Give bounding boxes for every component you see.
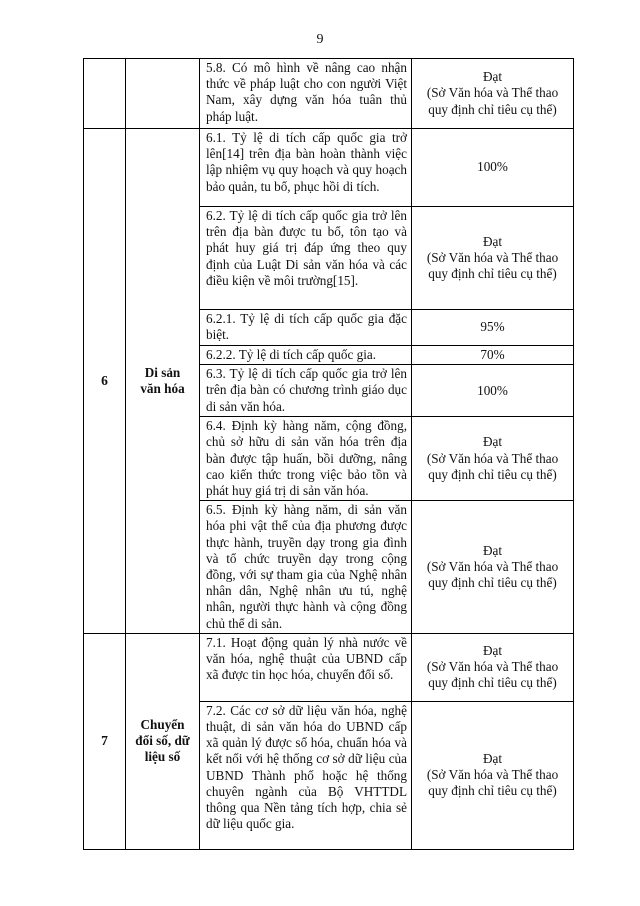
result-line: Đạt	[482, 542, 503, 558]
group-title-line: văn hóa	[140, 380, 185, 396]
result-line: Đạt	[482, 643, 503, 659]
criterion-cell: 6.3. Tỷ lệ di tích cấp quốc gia trở lên trên địa bàn có chương trình giáo dục di sản văn hóa.	[200, 365, 412, 417]
result-line: 70%	[480, 347, 505, 362]
result-cell	[412, 633, 574, 701]
group-title-cell	[126, 59, 200, 129]
group-title-line: liệu số	[144, 749, 181, 765]
table-row	[84, 129, 574, 207]
result-line: quy định chỉ tiêu cụ thể)	[428, 101, 557, 117]
result-line: quy định chỉ tiêu cụ thể)	[428, 266, 557, 282]
result-cell	[412, 129, 574, 207]
result-cell	[412, 417, 574, 501]
group-title	[126, 633, 200, 849]
criterion-cell: 5.8. Có mô hình về nâng cao nhận thức về pháp luật cho con người Việt Nam, xây dựng văn hóa tuân thủ pháp luật.	[200, 59, 412, 129]
result-cell	[412, 501, 574, 634]
result-line: Đạt	[482, 751, 503, 767]
group-title-line: Chuyển	[140, 717, 185, 733]
group-number: 7	[84, 633, 126, 849]
result-cell	[412, 346, 574, 365]
result-line: quy định chỉ tiêu cụ thể)	[428, 783, 557, 799]
group-title-line: Di sản	[144, 364, 181, 380]
criterion-cell: 7.1. Hoạt động quản lý nhà nước về văn hóa, nghệ thuật của UBND cấp xã được tin học hóa, chuyển đổi số.	[200, 633, 412, 701]
result-line: quy định chỉ tiêu cụ thể)	[428, 466, 557, 482]
table-row	[84, 59, 574, 129]
criterion-cell: 6.2.2. Tỷ lệ di tích cấp quốc gia.	[200, 346, 412, 365]
criterion-cell: 6.5. Định kỳ hàng năm, di sản văn hóa phi vật thể của địa phương được thực hành, truyền dạy trong gia đình và tổ chức truyền dạy trong cộng đồng, với sự tham gia của Nghệ nhân nhân dân, Nghệ nhân ưu tú, nghệ nhân, người thực hành và cộng đồng chủ thể di sản.	[200, 501, 412, 634]
result-line: quy định chỉ tiêu cụ thể)	[428, 575, 557, 591]
result-cell	[412, 701, 574, 849]
result-line: quy định chỉ tiêu cụ thể)	[428, 675, 557, 691]
result-cell	[412, 365, 574, 417]
result-cell	[412, 59, 574, 129]
result-line: 100%	[477, 382, 508, 398]
group-number: 6	[84, 129, 126, 634]
criterion-cell: 6.2. Tỷ lệ di tích cấp quốc gia trở lên trên địa bàn được tu bổ, tôn tạo và phát huy giá trị đáp ứng theo quy định của Luật Di sản văn hóa và các điều kiện về môi trường[15].	[200, 207, 412, 310]
result-line: (Sở Văn hóa và Thể thao	[426, 659, 559, 675]
result-line: (Sở Văn hóa và Thể thao	[426, 450, 559, 466]
group-title-line: đổi số, dữ	[135, 733, 190, 749]
result-line: (Sở Văn hóa và Thể thao	[426, 767, 559, 783]
result-line: (Sở Văn hóa và Thể thao	[426, 249, 559, 265]
result-line: (Sở Văn hóa và Thể thao	[426, 558, 559, 574]
result-cell	[412, 207, 574, 310]
criterion-cell: 6.2.1. Tỷ lệ di tích cấp quốc gia đặc biệt.	[200, 310, 412, 346]
criterion-cell: 7.2. Các cơ sở dữ liệu văn hóa, nghệ thuật, di sản văn hóa do UBND cấp xã quản lý được số hóa, chuẩn hóa và kết nối với hệ thống cơ sở dữ liệu của UBND Thành phố hoặc hệ thống chuyên ngành của Bộ VHTTDL thông qua Nền tảng tích hợp, chia sẻ dữ liệu quốc gia.	[200, 701, 412, 849]
result-cell	[412, 310, 574, 346]
table-row	[84, 633, 574, 701]
page-number: 9	[316, 32, 324, 47]
group-title	[126, 129, 200, 634]
criterion-cell: 6.4. Định kỳ hàng năm, cộng đồng, chủ sở hữu di sản văn hóa trên địa bàn được tập huấn, bồi dưỡng, nâng cao kiến thức trong việc bảo tồn và phát huy giá trị di sản văn hóa.	[200, 417, 412, 501]
result-line: Đạt	[482, 233, 503, 249]
criteria-table	[83, 58, 574, 850]
criterion-cell: 6.1. Tỷ lệ di tích cấp quốc gia trở lên[14] trên địa bàn hoàn thành việc lập nhiệm vụ quy hoạch và quy hoạch bảo quản, tu bổ, phục hồi di tích.	[200, 129, 412, 207]
result-line: Đạt	[482, 434, 503, 450]
result-line: 95%	[480, 319, 505, 335]
result-line: Đạt	[482, 69, 503, 85]
result-line: 100%	[477, 159, 508, 175]
result-line: (Sở Văn hóa và Thể thao	[426, 85, 559, 101]
group-number-cell	[84, 59, 126, 129]
